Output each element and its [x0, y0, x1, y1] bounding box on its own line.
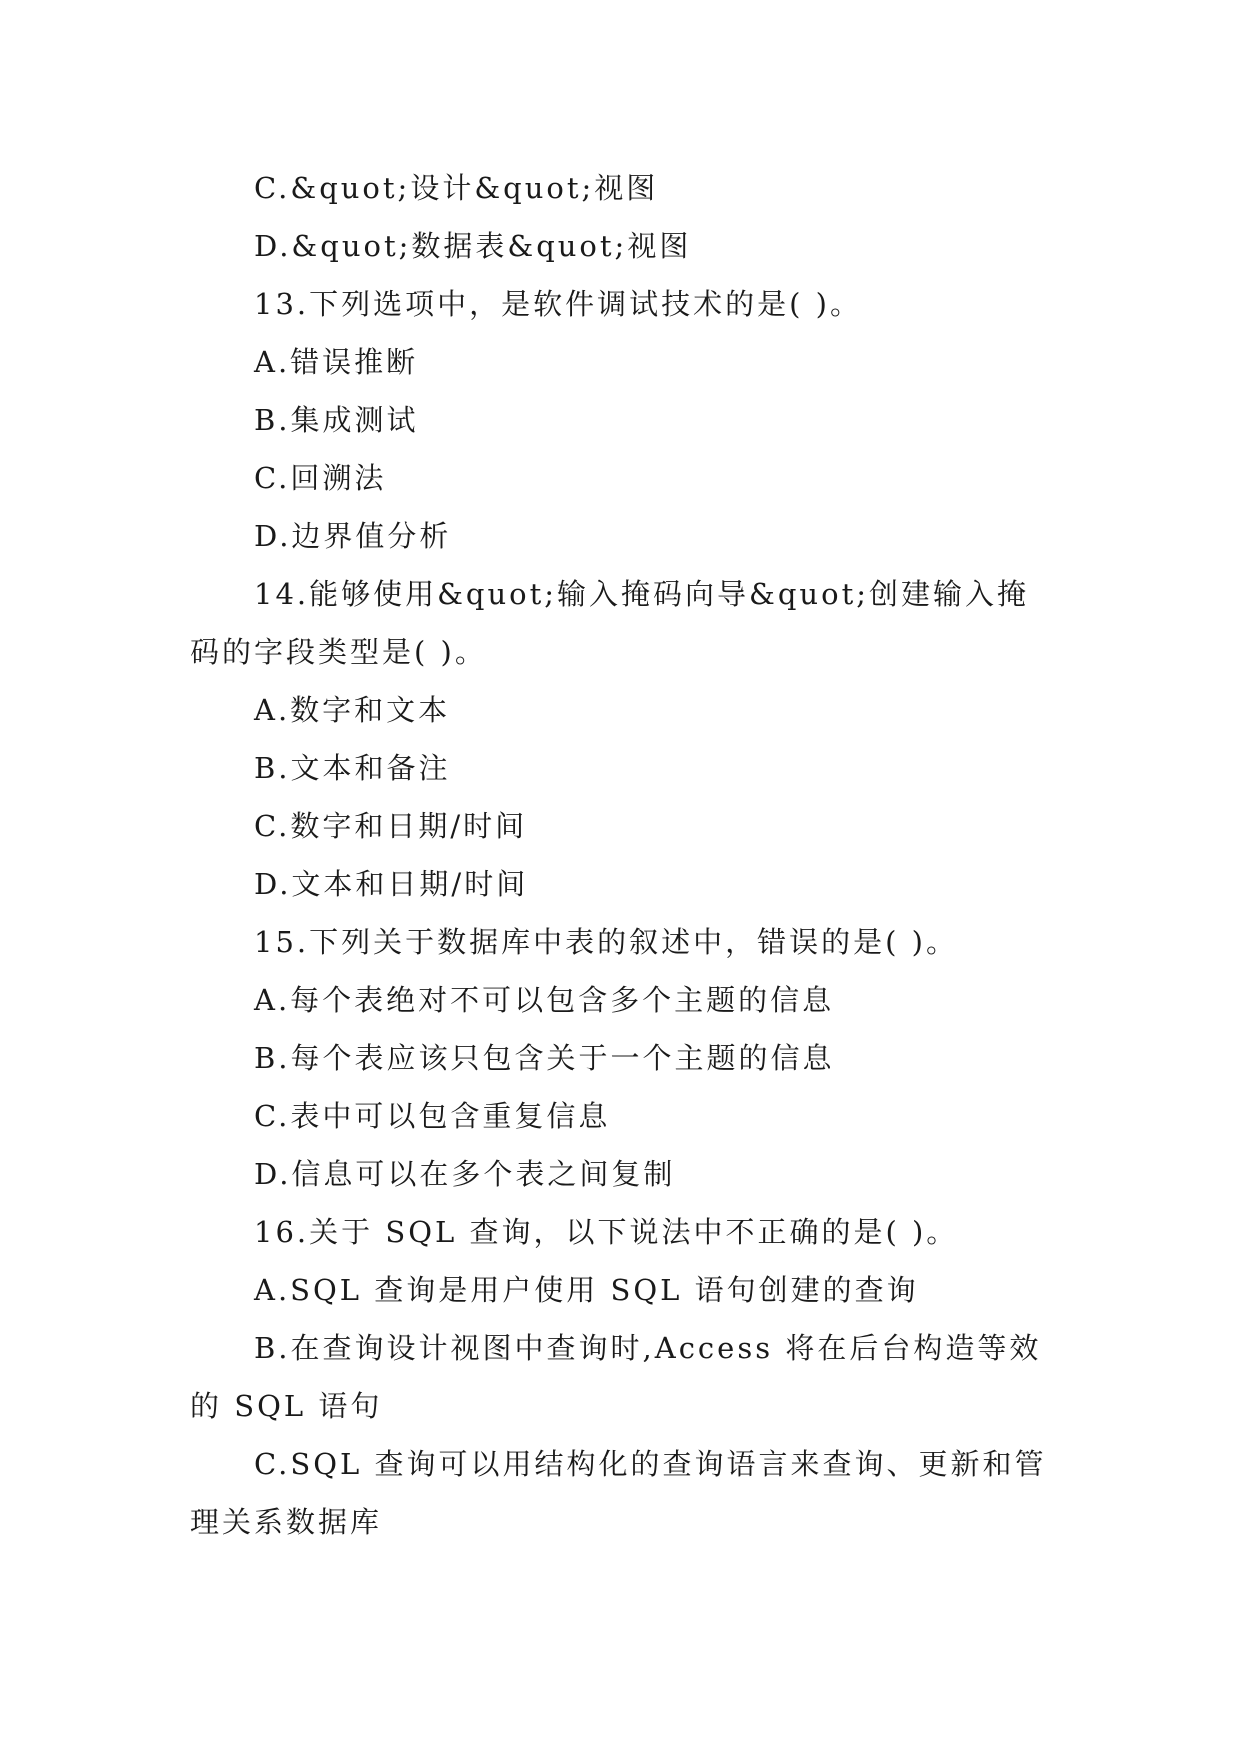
option-d-datasheet-view: D.&quot;数据表&quot;视图 — [254, 229, 692, 263]
question-15: 15.下列关于数据库中表的叙述中，错误的是( )。 — [254, 925, 958, 959]
q15-option-c: C.表中可以包含重复信息 — [254, 1099, 611, 1133]
q16-option-b: B.在查询设计视图中查询时,Access 将在后台构造等效的 SQL 语句 — [190, 1331, 1042, 1423]
exam-content — [190, 159, 1056, 1551]
q14-option-d: D.文本和日期/时间 — [254, 867, 529, 901]
q16-option-a: A.SQL 查询是用户使用 SQL 语句创建的查询 — [254, 1273, 919, 1307]
q13-option-c: C.回溯法 — [254, 461, 387, 495]
option-c-design-view: C.&quot;设计&quot;视图 — [254, 171, 659, 205]
q15-option-d: D.信息可以在多个表之间复制 — [254, 1157, 676, 1191]
question-14: 14.能够使用&quot;输入掩码向导&quot;创建输入掩码的字段类型是( )。 — [190, 577, 1029, 669]
q15-option-a: A.每个表绝对不可以包含多个主题的信息 — [254, 983, 835, 1017]
q16-option-c: C.SQL 查询可以用结构化的查询语言来查询、更新和管理关系数据库 — [190, 1447, 1047, 1539]
q13-option-d: D.边界值分析 — [254, 519, 452, 553]
q13-option-b: B.集成测试 — [254, 403, 419, 437]
question-13: 13.下列选项中，是软件调试技术的是( )。 — [254, 287, 862, 321]
question-16: 16.关于 SQL 查询，以下说法中不正确的是( )。 — [254, 1215, 959, 1249]
q14-option-b: B.文本和备注 — [254, 751, 451, 785]
q15-option-b: B.每个表应该只包含关于一个主题的信息 — [254, 1041, 835, 1075]
q14-option-c: C.数字和日期/时间 — [254, 809, 528, 843]
q13-option-a: A.错误推断 — [254, 345, 419, 379]
q14-option-a: A.数字和文本 — [254, 693, 451, 727]
